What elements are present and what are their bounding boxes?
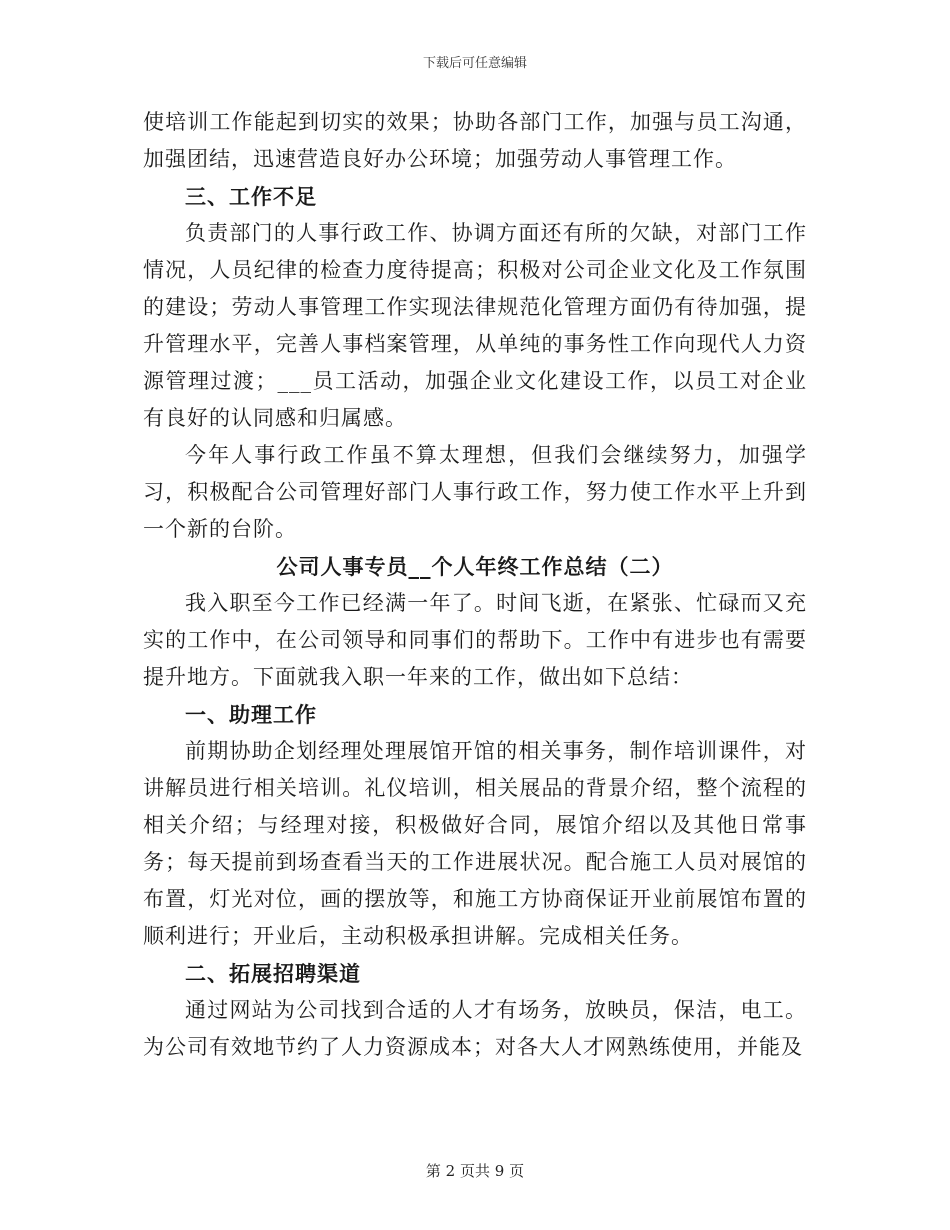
paragraph-shortcomings: 负责部门的人事行政工作、协调方面还有所的欠缺，对部门工作情况，人员纪律的检查力度待提高；积极对公司企业文化及工作氛围的建设；劳动人事管理工作实现法律规范化管理方面仍有待加强，提升管理水平，完善人事档案管理，从单纯的事务性工作向现代人力资源管理过渡；___员工活动，加强企业文化建设工作，以员工对企业有良好的认同感和归属感。 <box>143 221 807 430</box>
paragraph-recruitment: 通过网站为公司找到合适的人才有场务，放映员，保洁，电工。为公司有效地节约了人力资源成本；对各大人才网熟练使用，并能及 <box>143 998 807 1059</box>
document-body <box>143 104 807 1066</box>
page-header-note: 下载后可任意编辑 <box>422 56 527 71</box>
page-number-footer: 第 2 页共 9 页 <box>425 1162 525 1180</box>
paragraph-continued: 使培训工作能起到切实的效果；协助各部门工作，加强与员工沟通，加强团结，迅速营造良好办公环境；加强劳动人事管理工作。 <box>143 110 807 171</box>
paragraph-intro: 我入职至今工作已经满一年了。时间飞逝，在紧张、忙碌而又充实的工作中，在公司领导和同事们的帮助下。工作中有进步也有需要提升地方。下面就我入职一年来的工作，做出如下总结： <box>143 591 807 689</box>
paragraph-conclusion: 今年人事行政工作虽不算太理想，但我们会继续努力，加强学习，积极配合公司管理好部门人事行政工作，努力使工作水平上升到一个新的台阶。 <box>143 443 807 541</box>
paragraph-assistant-work: 前期协助企划经理处理展馆开馆的相关事务，制作培训课件，对讲解员进行相关培训。礼仪培训，相关展品的背景介绍，整个流程的相关介绍；与经理对接，积极做好合同，展馆介绍以及其他日常事务；每天提前到场查看当天的工作进展状况。配合施工人员对展馆的布置，灯光对位，画的摆放等，和施工方协商保证开业前展馆布置的顺利进行；开业后，主动积极承担讲解。完成相关任务。 <box>143 739 807 948</box>
section-heading-assistant-work: 一、助理工作 <box>185 702 317 727</box>
section-heading-recruitment: 二、拓展招聘渠道 <box>185 961 361 986</box>
section-heading-shortcomings: 三、工作不足 <box>185 184 317 209</box>
document-title-part-two: 公司人事专员__个人年终工作总结（二） <box>276 554 674 579</box>
